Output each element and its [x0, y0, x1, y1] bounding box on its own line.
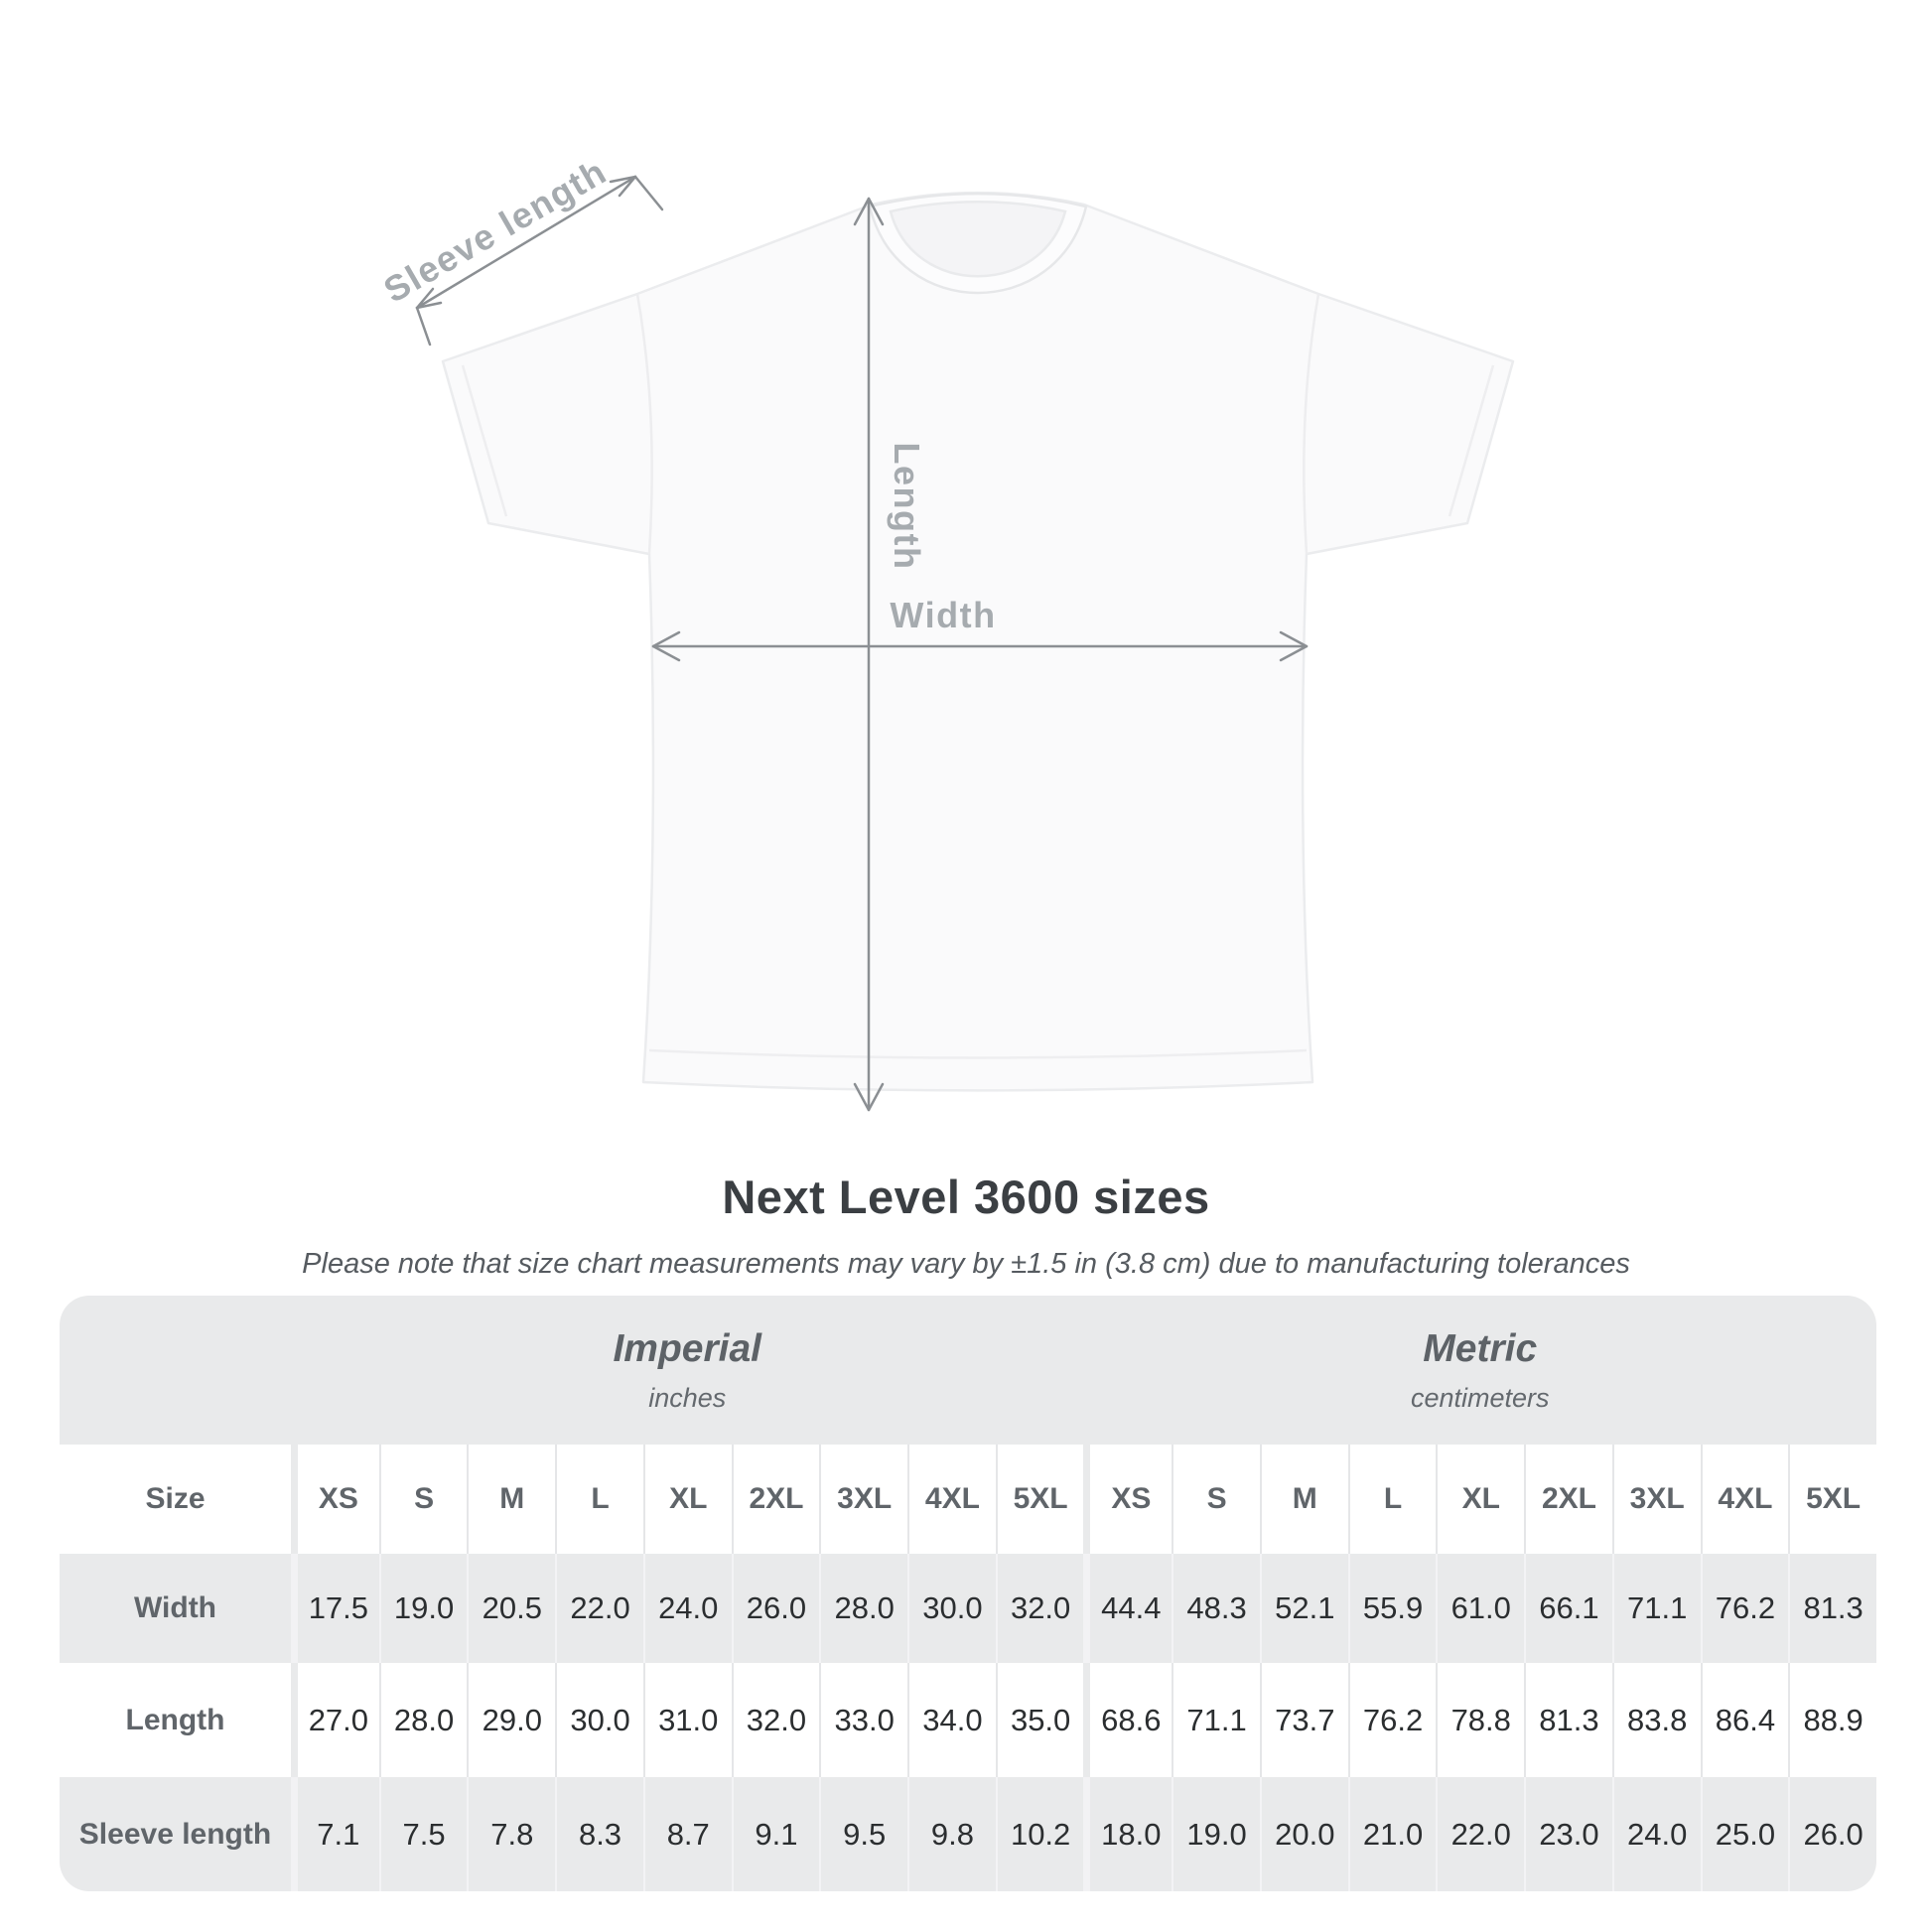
table-cell: 25.0: [1701, 1777, 1789, 1891]
table-cell: 33.0: [819, 1663, 907, 1777]
table-cell: 10.2: [996, 1777, 1084, 1891]
size-col-header: 5XL: [1788, 1445, 1876, 1554]
table-cell: 29.0: [467, 1663, 555, 1777]
table-cell: 28.0: [379, 1663, 468, 1777]
table-cell: 32.0: [732, 1663, 820, 1777]
size-col-header: 4XL: [907, 1445, 996, 1554]
table-cell: 8.7: [643, 1777, 732, 1891]
table-cell: 44.4: [1083, 1554, 1172, 1663]
table-cell: 20.0: [1260, 1777, 1348, 1891]
size-col-header: XS: [1083, 1445, 1172, 1554]
table-cell: 18.0: [1083, 1777, 1172, 1891]
table-cell: 7.1: [291, 1777, 379, 1891]
table-cell: 83.8: [1612, 1663, 1701, 1777]
table-cell: 88.9: [1788, 1663, 1876, 1777]
size-col-header: XS: [291, 1445, 379, 1554]
size-table: [60, 1296, 1876, 1891]
table-cell: 9.8: [907, 1777, 996, 1891]
table-cell: 73.7: [1260, 1663, 1348, 1777]
table-cell: 9.1: [732, 1777, 820, 1891]
table-cell: 7.5: [379, 1777, 468, 1891]
tshirt-silhouette: [443, 193, 1513, 1090]
table-cell: 71.1: [1612, 1554, 1701, 1663]
size-col-header: 2XL: [732, 1445, 820, 1554]
row-header-length: Length: [60, 1663, 291, 1777]
width-label: Width: [890, 595, 997, 635]
size-col-header: 2XL: [1524, 1445, 1612, 1554]
size-row-header: Size: [60, 1445, 291, 1554]
table-cell: 76.2: [1348, 1663, 1437, 1777]
table-cell: 30.0: [555, 1663, 643, 1777]
metric-unit-label: centimeters: [1410, 1382, 1550, 1413]
size-col-header: M: [1260, 1445, 1348, 1554]
table-cell: 28.0: [819, 1554, 907, 1663]
size-col-header: L: [1348, 1445, 1437, 1554]
tolerance-note: Please note that size chart measurements may vary by ±1.5 in (3.8 cm) due to manufacturing tolerances: [302, 1248, 1630, 1280]
table-cell: 48.3: [1172, 1554, 1260, 1663]
size-col-header: S: [1172, 1445, 1260, 1554]
table-cell: 34.0: [907, 1663, 996, 1777]
table-cell: 66.1: [1524, 1554, 1612, 1663]
table-corner-spacer: [60, 1296, 291, 1445]
row-header-sleeve-length: Sleeve length: [78, 1817, 272, 1851]
table-cell: 20.5: [467, 1554, 555, 1663]
table-cell: 22.0: [1436, 1777, 1524, 1891]
size-col-header: XL: [643, 1445, 732, 1554]
table-cell: 71.1: [1172, 1663, 1260, 1777]
table-cell: 22.0: [555, 1554, 643, 1663]
size-col-header: S: [379, 1445, 468, 1554]
size-col-header: 3XL: [819, 1445, 907, 1554]
table-cell: 27.0: [291, 1663, 379, 1777]
size-col-header: L: [555, 1445, 643, 1554]
table-cell: 23.0: [1524, 1777, 1612, 1891]
size-col-header: 3XL: [1612, 1445, 1701, 1554]
length-label: Length: [887, 442, 927, 571]
table-cell: 21.0: [1348, 1777, 1437, 1891]
row-header-width: Width: [133, 1591, 217, 1624]
imperial-unit-label: inches: [648, 1382, 727, 1413]
table-cell: 24.0: [643, 1554, 732, 1663]
table-cell: 30.0: [907, 1554, 996, 1663]
sleeve-length-label: Sleeve length: [376, 150, 614, 311]
size-col-header: XL: [1436, 1445, 1524, 1554]
imperial-group-header: [291, 1296, 1083, 1445]
table-cell: 52.1: [1260, 1554, 1348, 1663]
table-cell: 26.0: [1788, 1777, 1876, 1891]
heading-block: [0, 1170, 1932, 1281]
table-cell: 68.6: [1083, 1663, 1172, 1777]
table-cell: 17.5: [291, 1554, 379, 1663]
table-cell: 78.8: [1436, 1663, 1524, 1777]
table-cell: 76.2: [1701, 1554, 1789, 1663]
table-cell: 32.0: [996, 1554, 1084, 1663]
table-cell: 8.3: [555, 1777, 643, 1891]
size-col-header: 4XL: [1701, 1445, 1789, 1554]
metric-group-header: [1083, 1296, 1876, 1445]
table-cell: 55.9: [1348, 1554, 1437, 1663]
table-cell: 35.0: [996, 1663, 1084, 1777]
page-title: Next Level 3600 sizes: [722, 1171, 1210, 1223]
table-cell: 7.8: [467, 1777, 555, 1891]
table-cell: 9.5: [819, 1777, 907, 1891]
table-cell: 31.0: [643, 1663, 732, 1777]
table-cell: 26.0: [732, 1554, 820, 1663]
imperial-label: Imperial: [613, 1326, 762, 1370]
size-col-header: 5XL: [996, 1445, 1084, 1554]
table-cell: 61.0: [1436, 1554, 1524, 1663]
table-cell: 19.0: [1172, 1777, 1260, 1891]
table-cell: 86.4: [1701, 1663, 1789, 1777]
table-cell: 24.0: [1612, 1777, 1701, 1891]
table-cell: 81.3: [1524, 1663, 1612, 1777]
table-cell: 81.3: [1788, 1554, 1876, 1663]
size-col-header: M: [467, 1445, 555, 1554]
metric-label: Metric: [1423, 1326, 1538, 1370]
table-cell: 19.0: [379, 1554, 468, 1663]
